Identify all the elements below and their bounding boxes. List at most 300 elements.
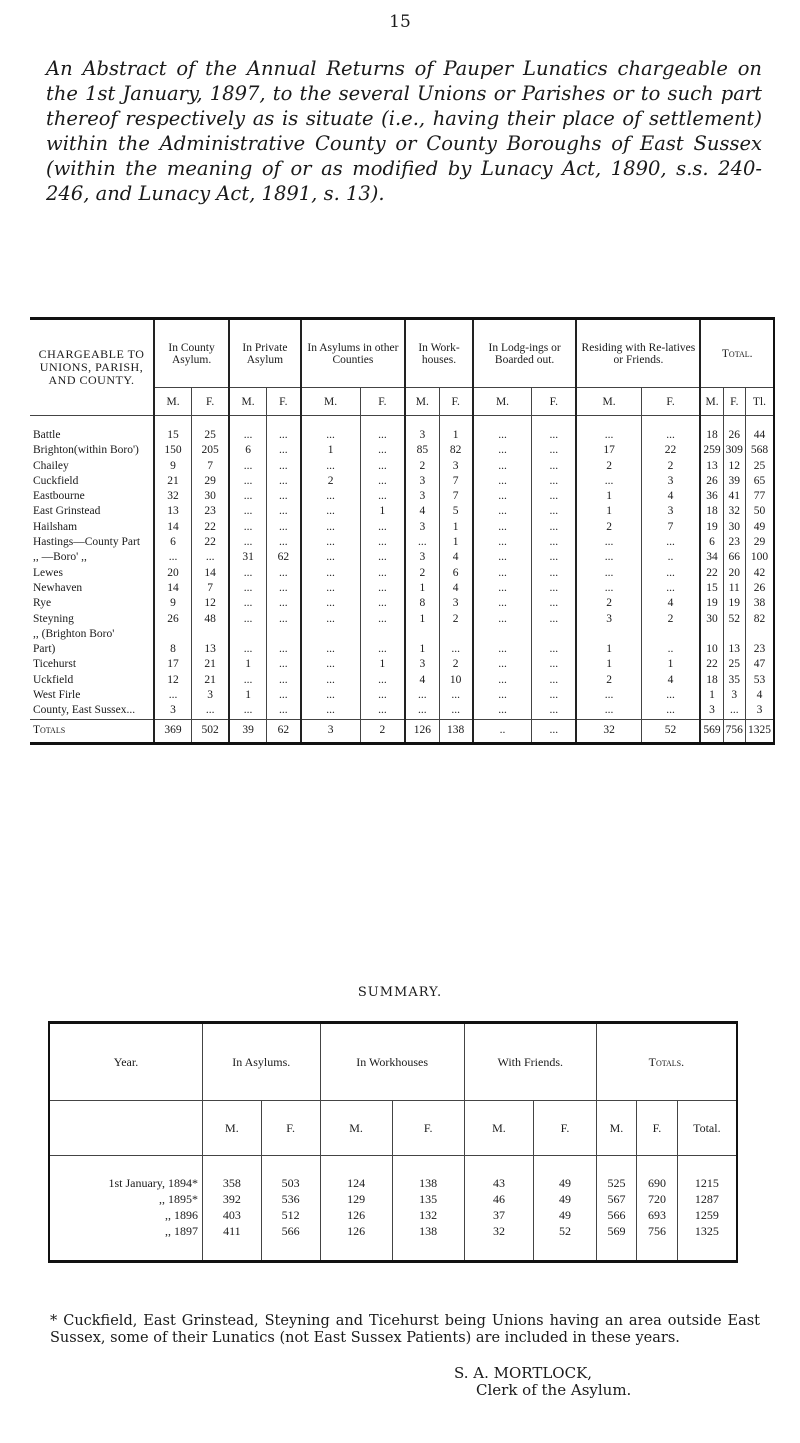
cell-value: ... (267, 703, 301, 719)
cell-value: 29 (192, 474, 230, 489)
cell-value: ... (532, 719, 577, 743)
summary-year: ,, 1896 (165, 1208, 198, 1222)
cell-value: 1 (405, 642, 439, 657)
cell-value (439, 627, 473, 642)
cell-value: ... (641, 688, 700, 703)
cell-value: 10 (439, 673, 473, 688)
row-name: Hailsham (33, 520, 78, 533)
cell-value: 36 (700, 489, 723, 504)
cell-value: ... (576, 566, 641, 581)
cell-value: 2 (576, 673, 641, 688)
summary-header-row (49, 1023, 737, 1101)
cell-value: 569 (700, 719, 723, 743)
cell-value: 1 (405, 581, 439, 596)
cell-value: .. (641, 642, 700, 657)
cell-value: ... (267, 688, 301, 703)
row-name: East Grinstead (33, 505, 101, 518)
cell-value: 19 (700, 520, 723, 535)
table-row (30, 596, 774, 611)
summary-cell: 126 (320, 1207, 392, 1223)
cell-value: 1 (229, 688, 266, 703)
cell-value: 9 (154, 459, 192, 474)
cell-value: ... (154, 688, 192, 703)
cell-value: 4 (439, 581, 473, 596)
cell-value: ... (576, 416, 641, 444)
row-name: Part) (33, 643, 56, 656)
cell-value: 12 (154, 673, 192, 688)
cell-value: ... (532, 673, 577, 688)
summary-cell: 132 (392, 1207, 464, 1223)
cell-value: 41 (723, 489, 745, 504)
cell-value: ... (473, 520, 532, 535)
summary-cell: 569 (596, 1223, 636, 1262)
cell-value: ... (301, 504, 360, 519)
table-row (30, 474, 774, 489)
cell-value: 52 (723, 612, 745, 627)
summary-sub-header-row (49, 1101, 737, 1156)
cell-value: ... (473, 688, 532, 703)
summary-cell: 126 (320, 1223, 392, 1262)
table-row (30, 443, 774, 458)
cell-value: ... (229, 566, 266, 581)
summary-cell: 138 (392, 1223, 464, 1262)
summary-cell: 1325 (677, 1223, 737, 1262)
cell-value: 4 (405, 673, 439, 688)
cell-value: 23 (723, 535, 745, 550)
cell-value: 26 (723, 416, 745, 444)
signature-name: S. A. MORTLOCK, (454, 1364, 593, 1382)
cell-value: 13 (192, 642, 230, 657)
cell-value: 4 (641, 596, 700, 611)
summary-sub-header-cell: F. (534, 1101, 597, 1156)
summary-header: In Asylums. (203, 1023, 321, 1101)
cell-value: ... (360, 520, 405, 535)
cell-value: ... (301, 566, 360, 581)
cell-value: 3 (641, 474, 700, 489)
cell-value (532, 627, 577, 642)
cell-value: 32 (576, 719, 641, 743)
cell-value: ... (473, 416, 532, 444)
cell-value: 2 (641, 459, 700, 474)
group-header: In Asylums in other Counties (301, 319, 406, 388)
group-header: Residing with Re-latives or Friends. (576, 319, 700, 388)
sub-header-cell: F. (641, 388, 700, 416)
cell-value: 150 (154, 443, 192, 458)
cell-value: 77 (745, 489, 774, 504)
summary-cell: 411 (203, 1223, 262, 1262)
cell-value: 2 (439, 612, 473, 627)
table-row (30, 657, 774, 672)
cell-value: ... (301, 416, 360, 444)
cell-value: ... (473, 504, 532, 519)
cell-value: 34 (700, 550, 723, 565)
cell-value: 502 (192, 719, 230, 743)
cell-value: 8 (154, 642, 192, 657)
cell-value: ... (532, 550, 577, 565)
cell-value: 82 (745, 612, 774, 627)
row-name: Ticehurst (33, 658, 77, 671)
cell-value: 21 (154, 474, 192, 489)
cell-value: 19 (723, 596, 745, 611)
cell-value: 1 (641, 657, 700, 672)
cell-value: 4 (439, 550, 473, 565)
cell-value: 38 (745, 596, 774, 611)
cell-value: ... (267, 596, 301, 611)
table-row (30, 612, 774, 627)
cell-value: ... (473, 642, 532, 657)
cell-value: 19 (700, 596, 723, 611)
cell-value: ... (360, 535, 405, 550)
summary-cell: 358 (203, 1156, 262, 1192)
cell-value: 13 (723, 642, 745, 657)
cell-value (576, 627, 641, 642)
summary-cell: 135 (392, 1191, 464, 1207)
cell-value: 11 (723, 581, 745, 596)
cell-value: 1 (360, 504, 405, 519)
cell-value: 259 (700, 443, 723, 458)
summary-sub-header-cell: F. (637, 1101, 677, 1156)
cell-value: ... (229, 504, 266, 519)
table-row (30, 673, 774, 688)
signature (452, 1365, 631, 1399)
summary-sub-header-cell: F. (392, 1101, 464, 1156)
cell-value: ... (473, 459, 532, 474)
cell-value: 20 (154, 566, 192, 581)
cell-value: 25 (723, 657, 745, 672)
row-name: ,, —Boro' ,, (33, 551, 87, 564)
summary-sub-header-cell: M. (320, 1101, 392, 1156)
cell-value: 4 (641, 673, 700, 688)
row-name: Uckfield (33, 673, 74, 686)
cell-value: ... (229, 581, 266, 596)
cell-value: ... (229, 642, 266, 657)
cell-value: 1 (576, 642, 641, 657)
group-header: In County Asylum. (154, 319, 229, 388)
cell-value: ... (532, 474, 577, 489)
table-row (30, 566, 774, 581)
group-header: In Work-houses. (405, 319, 473, 388)
summary-year: 1st January, 1894* (108, 1176, 198, 1190)
cell-value: ... (301, 581, 360, 596)
cell-value: ... (405, 703, 439, 719)
cell-value: ... (576, 581, 641, 596)
cell-value: ... (532, 688, 577, 703)
cell-value: 32 (154, 489, 192, 504)
cell-value: 14 (154, 581, 192, 596)
cell-value: ... (473, 596, 532, 611)
sub-header-cell: M. (229, 388, 266, 416)
signature-title: Clerk of the Asylum. (476, 1381, 632, 1399)
cell-value: 30 (192, 489, 230, 504)
summary-cell: 52 (534, 1223, 597, 1262)
cell-value: ... (576, 550, 641, 565)
summary-row (49, 1156, 737, 1192)
cell-value: 568 (745, 443, 774, 458)
cell-value: 3 (405, 550, 439, 565)
cell-value: 17 (576, 443, 641, 458)
cell-value: 39 (229, 719, 266, 743)
cell-value: 44 (745, 416, 774, 444)
cell-value: 48 (192, 612, 230, 627)
cell-value: 4 (405, 504, 439, 519)
cell-value: 21 (192, 657, 230, 672)
cell-value: 22 (192, 535, 230, 550)
sub-header-cell: M. (473, 388, 532, 416)
cell-value (723, 627, 745, 642)
cell-value: ... (267, 443, 301, 458)
summary-cell: 392 (203, 1191, 262, 1207)
cell-value: ... (473, 703, 532, 719)
cell-value: ... (301, 459, 360, 474)
cell-value: ... (723, 703, 745, 719)
cell-value: ... (532, 443, 577, 458)
cell-value: ... (301, 673, 360, 688)
cell-value: 42 (745, 566, 774, 581)
sub-header-cell: F. (192, 388, 230, 416)
cell-value: 3 (700, 703, 723, 719)
summary-cell: 43 (464, 1156, 534, 1192)
cell-value: 22 (641, 443, 700, 458)
row-name: Battle (33, 429, 61, 441)
row-name: Rye (33, 597, 52, 610)
cell-value: 31 (229, 550, 266, 565)
cell-value: ... (532, 504, 577, 519)
cell-value: ... (532, 612, 577, 627)
cell-value: ... (301, 489, 360, 504)
cell-value: 2 (301, 474, 360, 489)
cell-value (301, 627, 360, 642)
cell-value: 2 (641, 612, 700, 627)
cell-value: ... (360, 596, 405, 611)
cell-value: ... (192, 550, 230, 565)
summary-header: In Workhouses (320, 1023, 464, 1101)
summary-year-blank (49, 1101, 203, 1156)
cell-value: 26 (700, 474, 723, 489)
cell-value: ... (267, 612, 301, 627)
cell-value: ... (301, 520, 360, 535)
cell-value: 1325 (745, 719, 774, 743)
summary-cell: 503 (261, 1156, 320, 1192)
cell-value: ... (405, 688, 439, 703)
cell-value: 2 (576, 596, 641, 611)
cell-value: 7 (439, 489, 473, 504)
cell-value: 25 (745, 459, 774, 474)
cell-value: ... (301, 703, 360, 719)
cell-value: 3 (723, 688, 745, 703)
cell-value (154, 627, 192, 642)
cell-value: 1 (439, 520, 473, 535)
cell-value: 1 (576, 504, 641, 519)
cell-value: 2 (576, 520, 641, 535)
summary-sub-header-cell: F. (261, 1101, 320, 1156)
cell-value: 1 (576, 657, 641, 672)
summary-cell: 693 (637, 1207, 677, 1223)
cell-value: ... (301, 688, 360, 703)
row-name: ,, (Brighton Boro' (33, 627, 115, 640)
cell-value: ... (267, 673, 301, 688)
table-row (30, 550, 774, 565)
sub-header-cell: F. (360, 388, 405, 416)
summary-cell: 138 (392, 1156, 464, 1192)
cell-value: ... (473, 612, 532, 627)
cell-value: ... (641, 581, 700, 596)
row-name: Chailey (33, 459, 69, 472)
cell-value: 3 (301, 719, 360, 743)
table-row (30, 489, 774, 504)
summary-cell: 566 (596, 1207, 636, 1223)
cell-value: ... (360, 443, 405, 458)
summary-header: With Friends. (464, 1023, 596, 1101)
cell-value: 100 (745, 550, 774, 565)
cell-value: ... (360, 566, 405, 581)
cell-value: ... (532, 535, 577, 550)
summary-cell: 512 (261, 1207, 320, 1223)
cell-value: 53 (745, 673, 774, 688)
summary-cell: 690 (637, 1156, 677, 1192)
cell-value: ... (267, 520, 301, 535)
cell-value (473, 627, 532, 642)
cell-value: ... (267, 657, 301, 672)
cell-value: 26 (745, 581, 774, 596)
cell-value: ... (360, 459, 405, 474)
totals-row (30, 719, 774, 743)
cell-value: 2 (439, 657, 473, 672)
cell-value: 62 (267, 550, 301, 565)
cell-value: ... (229, 459, 266, 474)
summary-year: ,, 1895* (159, 1192, 198, 1206)
summary-table (48, 1021, 738, 1263)
cell-value: 205 (192, 443, 230, 458)
cell-value (641, 627, 700, 642)
cell-value: 1 (700, 688, 723, 703)
cell-value: ... (267, 581, 301, 596)
summary-sub-header-cell: M. (596, 1101, 636, 1156)
summary-cell: 1215 (677, 1156, 737, 1192)
cell-value: 18 (700, 416, 723, 444)
cell-value: ... (229, 612, 266, 627)
cell-value: ... (360, 489, 405, 504)
cell-value: 14 (192, 566, 230, 581)
table-row (30, 504, 774, 519)
summary-cell: 756 (637, 1223, 677, 1262)
cell-value: ... (532, 520, 577, 535)
sub-header-cell: Tl. (745, 388, 774, 416)
row-name: County, East Sussex... (33, 704, 136, 717)
cell-value: ... (473, 489, 532, 504)
cell-value: ... (229, 520, 266, 535)
cell-value: ... (532, 596, 577, 611)
cell-value: ... (360, 688, 405, 703)
cell-value: 32 (723, 504, 745, 519)
cell-value: ... (532, 459, 577, 474)
summary-header: Totals. (596, 1023, 737, 1101)
cell-value: ... (301, 642, 360, 657)
summary-cell: 37 (464, 1207, 534, 1223)
corner-header: CHARGEABLE TO UNIONS, PARISH, AND COUNTY. (30, 319, 154, 416)
cell-value: ... (229, 416, 266, 444)
cell-value: 756 (723, 719, 745, 743)
cell-value: 26 (154, 612, 192, 627)
cell-value (267, 627, 301, 642)
row-name: Cuckfield (33, 474, 79, 487)
cell-value: ... (473, 673, 532, 688)
cell-value: ... (532, 581, 577, 596)
cell-value: 62 (267, 719, 301, 743)
cell-value: ... (267, 474, 301, 489)
cell-value: ... (360, 474, 405, 489)
summary-header: Year. (49, 1023, 203, 1101)
cell-value: ... (473, 535, 532, 550)
cell-value (700, 627, 723, 642)
group-header: Total. (700, 319, 774, 388)
cell-value: 66 (723, 550, 745, 565)
cell-value: 15 (700, 581, 723, 596)
cell-value: 2 (405, 566, 439, 581)
cell-value: 52 (641, 719, 700, 743)
table-row (30, 416, 774, 444)
document-title: An Abstract of the Annual Returns of Pauper Lunatics chargeable on the 1st January, 1897, to the several Unions or Parishes or to such part thereof respectively as is situate (i.e., having their place of settlement) within the Administrative County or County Boroughs of East Sussex (within the meaning of or as modified by Lunacy Act, 1890, s.s. 240-246, and Lunacy Act, 1891, s. 13). (46, 57, 762, 205)
cell-value: 2 (360, 719, 405, 743)
cell-value: 7 (192, 459, 230, 474)
cell-value: .. (473, 719, 532, 743)
summary-sub-header-cell: Total. (677, 1101, 737, 1156)
cell-value (405, 627, 439, 642)
cell-value: ... (360, 673, 405, 688)
cell-value: ... (576, 703, 641, 719)
cell-value: 3 (745, 703, 774, 719)
cell-value: 23 (192, 504, 230, 519)
cell-value: 8 (405, 596, 439, 611)
cell-value: 14 (154, 520, 192, 535)
cell-value: 47 (745, 657, 774, 672)
cell-value: 6 (229, 443, 266, 458)
cell-value: ... (267, 489, 301, 504)
cell-value: 1 (229, 657, 266, 672)
cell-value: ... (532, 416, 577, 444)
summary-title: SUMMARY. (357, 985, 443, 1000)
summary-cell: 403 (203, 1207, 262, 1223)
cell-value: 4 (745, 688, 774, 703)
cell-value: 50 (745, 504, 774, 519)
cell-value: 1 (360, 657, 405, 672)
cell-value: ... (301, 612, 360, 627)
cell-value: 138 (439, 719, 473, 743)
cell-value (360, 627, 405, 642)
cell-value: 18 (700, 673, 723, 688)
cell-value (229, 627, 266, 642)
summary-cell: 1287 (677, 1191, 737, 1207)
cell-value: 3 (439, 596, 473, 611)
cell-value: ... (473, 581, 532, 596)
cell-value: ... (532, 489, 577, 504)
cell-value: 1 (576, 489, 641, 504)
cell-value: 1 (301, 443, 360, 458)
cell-value: 126 (405, 719, 439, 743)
page-number: 15 (389, 12, 411, 32)
row-name: Brighton(within Boro') (33, 444, 139, 457)
cell-value: 65 (745, 474, 774, 489)
cell-value: 7 (439, 474, 473, 489)
sub-header-cell: F. (267, 388, 301, 416)
summary-cell: 720 (637, 1191, 677, 1207)
cell-value: ... (641, 535, 700, 550)
cell-value: 12 (192, 596, 230, 611)
cell-value: ... (473, 566, 532, 581)
cell-value: 3 (439, 459, 473, 474)
cell-value: ... (532, 642, 577, 657)
cell-value: ... (576, 688, 641, 703)
cell-value: 1 (405, 612, 439, 627)
